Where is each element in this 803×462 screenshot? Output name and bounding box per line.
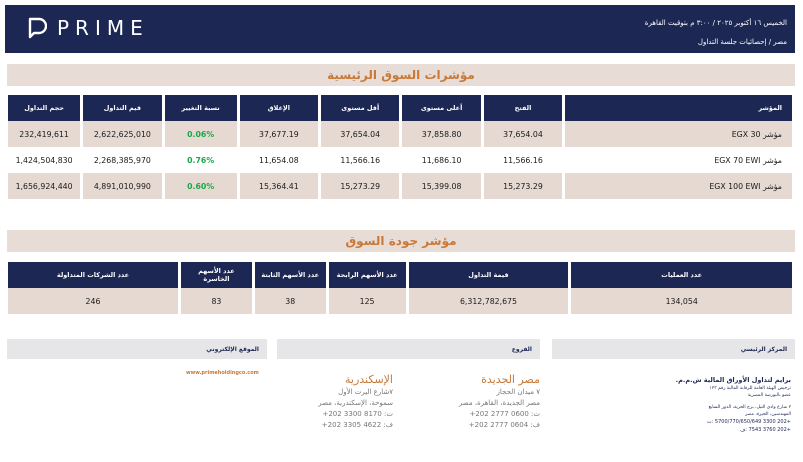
cell-index: مؤشر EGX 100 EWI [565, 173, 792, 199]
hq-address: ٢ شارع وادي النيل، برج الحرية، الدور السابع [708, 405, 791, 410]
quality-title: مؤشر جودة السوق [345, 234, 457, 248]
table-row [8, 147, 792, 173]
col-index: المؤشر [565, 95, 792, 121]
breadcrumb: مصر / إحصائيات جلسة التداول [697, 38, 787, 46]
branch-phone: ت: 0600 2777 202+ [469, 410, 540, 418]
website-link[interactable]: www.primeholdingco.com [186, 370, 259, 376]
cell-gainers: 125 [329, 288, 406, 314]
branch-name: مصر الجديدة [481, 373, 540, 386]
col-change: نسبة التغيير [165, 95, 237, 121]
col-traded-companies: عدد الشركات المتداولة [8, 262, 178, 288]
cell-close: 37,677.19 [240, 121, 318, 147]
branch-phone: ت: 8170 3300 202+ [322, 410, 393, 418]
indices-title: مؤشرات السوق الرئيسية [327, 68, 475, 82]
cell-high: 15,399.08 [402, 173, 480, 199]
cell-high: 37,858.80 [402, 121, 480, 147]
branch-address: مصر الجديدة، القاهرة، مصر [458, 399, 540, 407]
cell-trades: 134,054 [571, 288, 792, 314]
cell-low: 11,566.16 [321, 147, 399, 173]
cell-close: 15,364.41 [240, 173, 318, 199]
col-trades: عدد العمليات [571, 262, 792, 288]
col-open: الفتح [484, 95, 562, 121]
cell-change: 0.06% [165, 121, 237, 147]
cell-high: 11,686.10 [402, 147, 480, 173]
cell-value: 2,622,625,010 [83, 121, 161, 147]
hq-title: المركز الرئيسي [740, 345, 787, 353]
quality-header-row [8, 262, 792, 288]
cell-traded-companies: 246 [8, 288, 178, 314]
quality-section-title [7, 230, 795, 252]
cell-open: 37,654.04 [484, 121, 562, 147]
branch-address: سموحة، الإسكندرية، مصر [318, 399, 393, 407]
hq-fax: +202 3760 7543 :ف [740, 427, 791, 433]
cell-index: مؤشر EGX 70 EWI [565, 147, 792, 173]
cell-low: 37,654.04 [321, 121, 399, 147]
logo-text: PRIME [57, 16, 149, 40]
col-losers: عدد الأسهم الخاسرة [181, 262, 252, 288]
col-gainers: عدد الأسهم الرابحة [329, 262, 406, 288]
cell-trade-value: 6,312,782,675 [409, 288, 569, 314]
company-name: برايم لتداول الأوراق المالية ش.م.م. [675, 376, 791, 384]
branch-alexandria [273, 373, 393, 431]
branch-name: الإسكندرية [345, 373, 393, 386]
branch-fax: ف: 4622 3305 202+ [321, 421, 393, 429]
hq-phone: +202 3300 5700/770/650/649 :ت [706, 419, 791, 425]
branch-address: ٧ ميدان الحجاز [496, 388, 540, 396]
cell-value: 4,891,010,990 [83, 173, 161, 199]
quality-table [5, 262, 795, 314]
col-unchanged: عدد الأسهم الثابتة [255, 262, 326, 288]
table-row [8, 173, 792, 199]
indices-section-title [7, 64, 795, 86]
table-row [8, 121, 792, 147]
indices-table [5, 95, 795, 199]
cell-volume: 1,656,924,440 [8, 173, 80, 199]
indices-header-row [8, 95, 792, 121]
website-header [7, 339, 267, 359]
col-volume: حجم التداول [8, 95, 80, 121]
col-high: أعلى مستوى [402, 95, 480, 121]
branch-fax: ف: 0604 2777 202+ [468, 421, 540, 429]
head-office [621, 375, 791, 434]
cell-close: 11,654.08 [240, 147, 318, 173]
col-close: الإغلاق [240, 95, 318, 121]
cell-open: 11,566.16 [484, 147, 562, 173]
cell-index: مؤشر EGX 30 [565, 121, 792, 147]
col-low: أقل مستوى [321, 95, 399, 121]
col-value: قيم التداول [83, 95, 161, 121]
hq-header [552, 339, 795, 359]
report-header [5, 5, 795, 53]
license-line: ترخيص الهيئة العامة للرقابة المالية رقم ١٢٣ [709, 386, 791, 391]
branch-heliopolis [420, 373, 540, 431]
prime-logo-icon [27, 17, 47, 39]
col-trade-value: قيمة التداول [409, 262, 569, 288]
website-title: الموقع الإلكتروني [206, 345, 259, 353]
registry-line: عضو بالبورصة المصرية [747, 393, 791, 398]
cell-low: 15,273.29 [321, 173, 399, 199]
cell-volume: 232,419,611 [8, 121, 80, 147]
prime-logo [27, 16, 149, 40]
branch-address: ٧شارع اليرت الأول [338, 388, 393, 396]
cell-unchanged: 38 [255, 288, 326, 314]
cell-change: 0.60% [165, 173, 237, 199]
hq-address: المهندسين، الجيزة، مصر [745, 412, 791, 417]
branches-header [277, 339, 540, 359]
cell-value: 2,268,385,970 [83, 147, 161, 173]
cell-change: 0.76% [165, 147, 237, 173]
branches-title: الفروع [511, 345, 532, 353]
session-date: الخميس ١٦ أكتوبر ٢٠٢٥ / ٣:٠٠ م بتوقيت القاهرة [644, 19, 787, 27]
cell-losers: 83 [181, 288, 252, 314]
cell-volume: 1,424,504,830 [8, 147, 80, 173]
cell-open: 15,273.29 [484, 173, 562, 199]
table-row [8, 288, 792, 314]
